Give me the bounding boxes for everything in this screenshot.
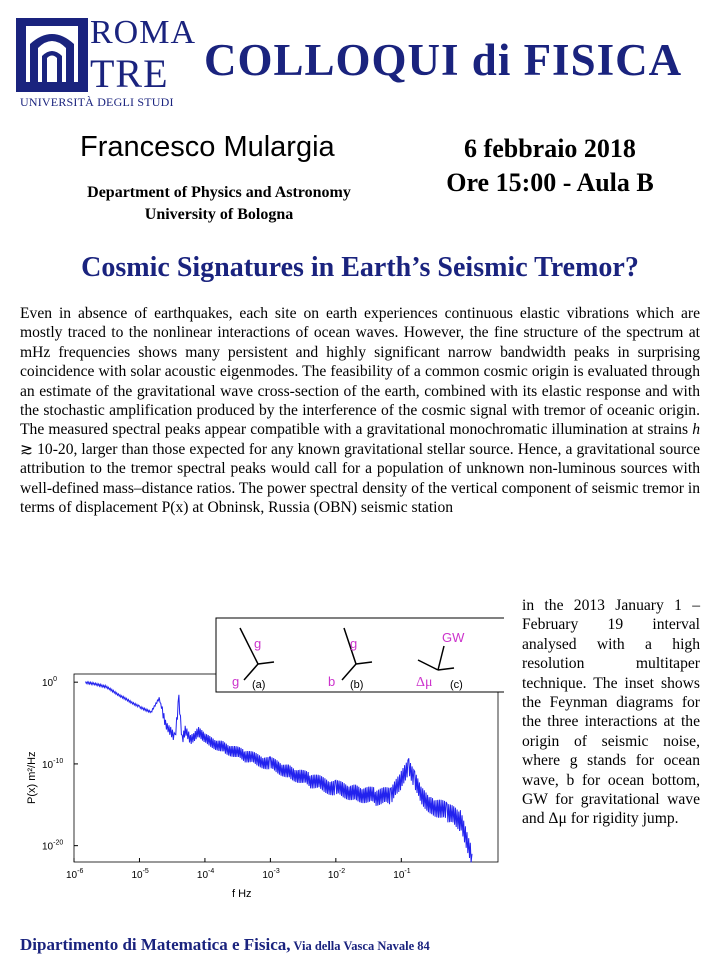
diagram-a-tag: (a) [252, 679, 266, 691]
x-axis [66, 858, 411, 881]
talk-title: Cosmic Signatures in Earth’s Seismic Tremor? [81, 252, 639, 283]
diagram-c-tag: (c) [450, 679, 463, 691]
speaker-department: Department of Physics and Astronomy [87, 184, 351, 201]
x-tick-label: $10^{-2}$ [327, 868, 346, 881]
diagram-c-bottom-label: Δμ [416, 675, 433, 690]
speaker-name: Francesco Mulargia [80, 131, 335, 163]
footer [20, 935, 430, 955]
logo-tre-text: TRE [90, 51, 169, 96]
y-tick-label: $10^0$ [42, 676, 58, 690]
page-title: COLLOQUI di FISICA [204, 35, 683, 85]
x-axis-label: f Hz [232, 888, 252, 900]
y-tick-label: $10^{-10}$ [42, 757, 64, 771]
diagram-a-top-label: g [254, 636, 262, 651]
figure-caption: in the 2013 January 1 – February 19 interval analysed with a high resolution multitaper technique. The inset shows the Feynman diagrams for the three interactions at the origin of seismic noise, where g stands for ocean wave, b for ocean bottom, GW for gravitational wave and Δμ for rigidity jump. [522, 597, 700, 828]
spectrum-figure [22, 614, 504, 926]
speaker-university: University of Bologna [144, 206, 294, 223]
y-tick-label: $10^{-20}$ [42, 839, 64, 853]
y-axis [42, 676, 78, 852]
diagram-b-top-label: g [350, 636, 358, 651]
strain-symbol: h [692, 421, 700, 439]
footer-address: Via della Vasca Navale 84 [290, 939, 430, 953]
arch-logo-icon [14, 16, 90, 94]
diagram-c-top-label: GW [442, 630, 465, 645]
logo-university-text: UNIVERSITÀ DEGLI STUDI [20, 95, 174, 109]
logo-roma-text: ROMA [90, 14, 197, 51]
psd-series-line [86, 682, 473, 863]
feynman-inset [216, 618, 504, 692]
diagram-b-bottom-label: b [328, 674, 336, 689]
abstract-text [20, 304, 700, 517]
abstract-part-2: ≳ 10-20, larger than those expected for any known gravitational stellar source. Hence, a gravitational source attribution to the tremor spectral peaks would call for a population of unknown non-luminous sources with well-defined mass–distance ratios. The power spectral density of the vertical component of seismic tremor in terms of displacement P(x) at Obninsk, Russia (OBN) seismic station [20, 440, 700, 517]
x-tick-label: $10^{-4}$ [196, 868, 215, 881]
plot-frame [74, 674, 498, 862]
abstract-part-1: Even in absence of earthquakes, each site on earth experiences continuous elastic vibrations which are mostly traced to the nonlinear interactions of ocean waves. However, the fine structure of the spectrum at mHz frequencies shows many persistent and highly significant narrow bandwidth peaks in surprising coincidence with solar acoustic eigenmodes. The feasibility of a common cosmic origin is evaluated through an estimate of the gravitational wave cross-section of the earth, combined with its elastic response and with the stochastic amplification produced by the interference of the cosmic signal with tremor of oceanic origin. The measured spectral peaks appear compatible with a gravitational monochromatic illumination at strains [20, 305, 700, 439]
y-axis-label: P(x) m²/Hz [26, 751, 38, 804]
footer-department: Dipartimento di Matematica e Fisica, [20, 935, 291, 954]
diagram-a-bottom-label: g [232, 674, 240, 689]
x-tick-label: $10^{-6}$ [66, 868, 84, 881]
speaker-affiliation [64, 182, 374, 226]
roma-tre-logo [14, 14, 197, 109]
x-tick-label: $10^{-3}$ [262, 868, 280, 881]
event-date: 6 febbraio 2018 [464, 134, 636, 163]
x-tick-label: $10^{-5}$ [131, 868, 149, 881]
x-tick-label: $10^{-1}$ [393, 868, 411, 881]
diagram-b-tag: (b) [350, 679, 364, 691]
event-time-room: Ore 15:00 - Aula B [446, 168, 654, 197]
